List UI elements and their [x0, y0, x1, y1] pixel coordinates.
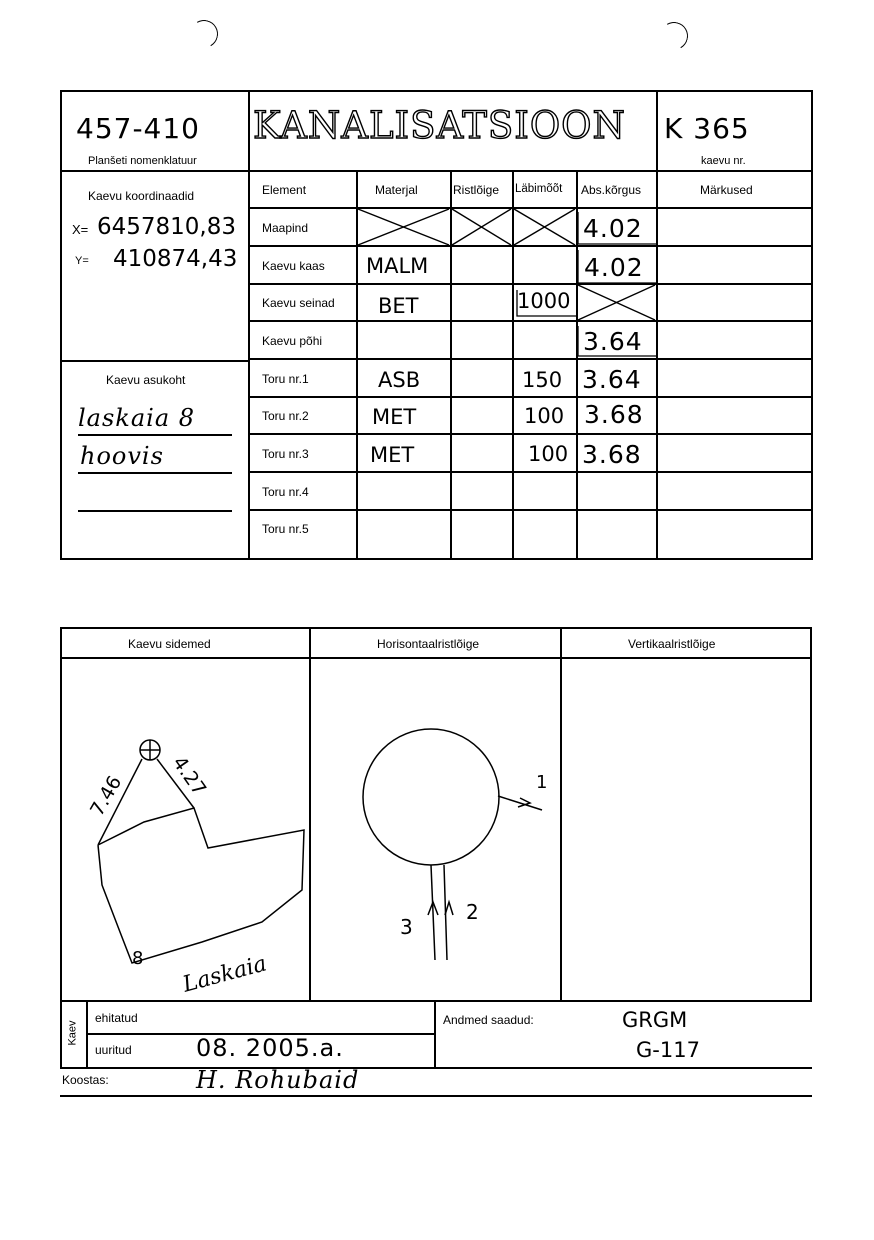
row-diameter-value: 150: [522, 368, 563, 392]
street-name: Laskaia: [180, 951, 270, 998]
location-label: Kaevu asukoht: [106, 373, 186, 387]
col-header-height: Abs.kõrgus: [581, 183, 642, 197]
building-number: 8: [132, 948, 144, 969]
source-label: Andmed saadud:: [443, 1013, 534, 1027]
row-element-label: Kaevu põhi: [262, 334, 323, 348]
pipe-label-2: 2: [466, 900, 479, 924]
nomenclature-label: Planšeti nomenklatuur: [88, 155, 197, 167]
horizontal-section-drawing: [312, 660, 558, 1000]
row-element-label: Maapind: [262, 221, 309, 235]
panel-header-vertical: Vertikaalristlõige: [628, 637, 716, 651]
col-header-material: Materjal: [375, 183, 418, 197]
row-height-value: 3.64: [583, 327, 643, 356]
x-coordinate-value: 6457810,83: [97, 214, 237, 240]
row-material-value: BET: [378, 294, 419, 318]
tie-distance-1: 7.46: [86, 772, 127, 820]
y-coordinate-value: 410874,43: [113, 246, 238, 272]
location-line2: hoovis: [80, 442, 164, 470]
crossed-cells: [0, 0, 874, 600]
row-diameter-value: 100: [524, 404, 565, 428]
row-height-value: 4.02: [583, 214, 643, 243]
x-prefix: X=: [72, 222, 89, 237]
pipe-label-3: 3: [400, 915, 413, 939]
col-header-notes: Märkused: [700, 183, 753, 197]
surveyed-label: uuritud: [95, 1043, 132, 1057]
surveyed-value: 08. 2005.a.: [196, 1034, 344, 1062]
footer-side-label: Kaev: [66, 1020, 79, 1046]
compiled-label: Koostas:: [62, 1073, 109, 1087]
coords-label: Kaevu koordinaadid: [88, 189, 195, 203]
row-diameter-value: 100: [528, 442, 569, 466]
source-value-2: G-117: [636, 1038, 700, 1062]
y-prefix: Y=: [75, 255, 89, 267]
col-header-element: Element: [262, 183, 307, 197]
row-element-label: Toru nr.1: [262, 372, 309, 386]
panel-header-horizontal: Horisontaalristlõige: [377, 637, 480, 651]
location-line1: laskaia 8: [78, 404, 196, 432]
panel-header-ties: Kaevu sidemed: [128, 637, 211, 651]
row-material-value: MET: [372, 405, 417, 429]
row-height-value: 3.64: [582, 365, 642, 394]
row-height-value: 3.68: [582, 440, 642, 469]
form-title: KANALISATSIOON: [253, 104, 626, 147]
row-element-label: Toru nr.4: [262, 485, 309, 499]
col-header-section: Ristlõige: [453, 183, 500, 197]
col-header-diameter: Läbimõõt: [515, 183, 563, 195]
row-element-label: Kaevu seinad: [262, 296, 335, 310]
well-number-label: kaevu nr.: [701, 155, 746, 167]
built-label: ehitatud: [95, 1011, 138, 1025]
row-height-value: 4.02: [584, 253, 644, 282]
row-diameter-value: 1000: [517, 289, 571, 313]
tie-distance-2: 4.27: [168, 752, 211, 800]
source-value-1: GRGM: [622, 1008, 688, 1032]
pipe-label-1: 1: [536, 772, 548, 793]
row-element-label: Toru nr.5: [262, 522, 309, 536]
compiled-value: H. Rohubaid: [196, 1066, 360, 1094]
well-number-value: K 365: [664, 112, 750, 145]
row-material-value: ASB: [378, 368, 421, 392]
row-element-label: Toru nr.3: [262, 447, 309, 461]
row-material-value: MALM: [366, 254, 429, 278]
nomenclature-value: 457-410: [76, 112, 200, 145]
well-ties-sketch: [62, 660, 308, 1000]
row-material-value: MET: [370, 443, 415, 467]
row-element-label: Toru nr.2: [262, 409, 309, 423]
row-element-label: Kaevu kaas: [262, 259, 325, 273]
row-height-value: 3.68: [584, 400, 644, 429]
